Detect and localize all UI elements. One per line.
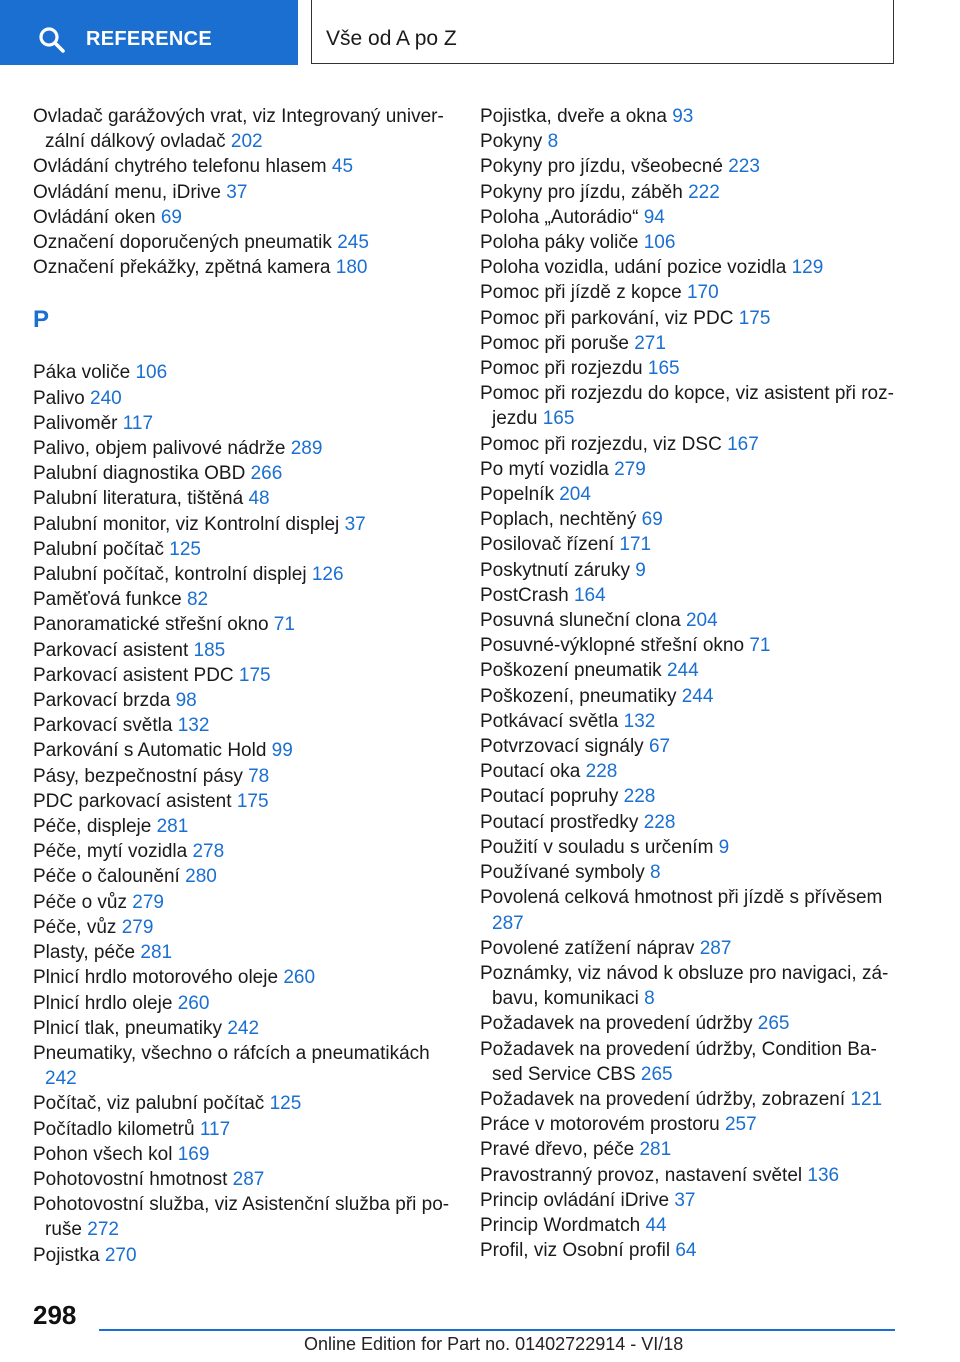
- index-entry-text: Pohotovostní služba, viz Asistenční služba při poruše: [33, 1194, 450, 1241]
- index-entry: [33, 612, 453, 637]
- page-link[interactable]: 67: [648, 736, 671, 758]
- index-entry: [480, 356, 900, 381]
- page-link[interactable]: 8: [547, 131, 559, 153]
- index-entry: [33, 587, 453, 612]
- page-link[interactable]: 37: [226, 181, 248, 203]
- index-entry: [480, 104, 900, 129]
- index-entry: [480, 129, 900, 154]
- page-link[interactable]: 37: [674, 1189, 696, 1211]
- index-entry: [33, 1142, 453, 1167]
- index-entry: [480, 583, 900, 608]
- index-entry: [33, 255, 453, 280]
- page-link[interactable]: 228: [643, 811, 676, 833]
- index-entry: [480, 784, 900, 809]
- page-link[interactable]: 175: [238, 664, 271, 686]
- index-entry: [33, 154, 453, 179]
- index-entry: [33, 864, 453, 889]
- index-entry: [33, 1117, 453, 1142]
- index-entry-text: Paměťová funkce: [33, 589, 182, 611]
- page-link[interactable]: 71: [749, 635, 771, 657]
- index-entry-text: Počítač, viz palubní počítač: [33, 1093, 265, 1115]
- index-entry: [33, 230, 453, 255]
- page-link[interactable]: 164: [573, 584, 606, 606]
- index-entry: [33, 915, 453, 940]
- index-entry-text: Pomoc při rozjezdu, viz DSC: [480, 433, 722, 455]
- index-entry-text: PDC parkovací asistent: [33, 790, 232, 812]
- page-link[interactable]: 99: [271, 740, 293, 762]
- page-link[interactable]: 279: [121, 916, 154, 938]
- page-link[interactable]: 45: [331, 156, 354, 178]
- index-entry: [480, 608, 900, 633]
- section-letter: P: [33, 306, 50, 334]
- index-entry-text: Parkovací světla: [33, 715, 173, 737]
- page-link[interactable]: 175: [738, 307, 771, 329]
- index-entry-text: Palubní počítač, kontrolní displej: [33, 564, 307, 586]
- page-link[interactable]: 106: [135, 362, 168, 384]
- index-entry: [33, 1016, 453, 1041]
- page-link[interactable]: 94: [643, 206, 665, 228]
- index-entry: [33, 1041, 453, 1091]
- page-link[interactable]: 244: [666, 660, 699, 682]
- index-entry-text: Princip ovládání iDrive: [480, 1189, 670, 1211]
- index-entry-text: Poškození, pneumatiky: [480, 685, 677, 707]
- index-entry: [33, 764, 453, 789]
- index-entry: [480, 1087, 900, 1112]
- index-entry: [33, 890, 453, 915]
- index-entry: [33, 965, 453, 990]
- page-link[interactable]: 167: [727, 433, 759, 455]
- page-link[interactable]: 78: [248, 765, 270, 787]
- page-link[interactable]: 228: [585, 761, 618, 783]
- index-entry-text: Palivo: [33, 387, 85, 409]
- index-entry-text: Pomoc při rozjezdu do kopce, viz asistent při rozjezdu: [480, 383, 894, 430]
- index-entry: [33, 1167, 453, 1192]
- index-entry: [480, 432, 900, 457]
- index-entry: [480, 1163, 900, 1188]
- index-entry-text: Pojistka: [33, 1244, 100, 1266]
- index-entry-text: Princip Wordmatch: [480, 1214, 641, 1236]
- index-entry: [480, 507, 900, 532]
- search-icon: [38, 26, 66, 54]
- index-entry-text: Péče o vůz: [33, 891, 127, 913]
- index-entry: [480, 381, 900, 431]
- page-link[interactable]: 204: [685, 610, 718, 632]
- page-link[interactable]: 278: [192, 841, 225, 863]
- page-link[interactable]: 287: [492, 912, 524, 934]
- index-entry: [480, 558, 900, 583]
- index-entry-text: Pneumatiky, všechno o ráfcích a pneumatikách: [33, 1042, 430, 1064]
- index-column-right: [480, 104, 900, 1263]
- index-entry: [33, 789, 453, 814]
- edition-text: Online Edition for Part no. 01402722914 - VI/18: [304, 1334, 684, 1354]
- index-entry-text: Pomoc při poruše: [480, 332, 629, 354]
- index-entry: [480, 658, 900, 683]
- index-entry-text: Péče o čalounění: [33, 866, 180, 888]
- page-number: 298: [33, 1300, 77, 1330]
- index-entry-text: Parkovací asistent: [33, 639, 189, 661]
- index-entry: [480, 936, 900, 961]
- index-entry: [33, 713, 453, 738]
- index-entry: [33, 940, 453, 965]
- index-entry: [33, 360, 453, 385]
- page-link[interactable]: 48: [248, 488, 270, 510]
- page-link[interactable]: 9: [635, 559, 646, 581]
- index-entry-text: Použití v souladu s určením: [480, 836, 714, 858]
- index-entry-text: Parkování s Automatic Hold: [33, 740, 267, 762]
- index-entry-text: Požadavek na provedení údržby: [480, 1013, 753, 1035]
- index-entry-text: Poskytnutí záruky: [480, 559, 630, 581]
- index-entry: [480, 1238, 900, 1263]
- index-entry: [480, 457, 900, 482]
- page-link[interactable]: 132: [177, 715, 210, 737]
- index-entry-text: Palubní počítač: [33, 538, 164, 560]
- index-entry-text: Poplach, nechtěný: [480, 509, 637, 531]
- page-link[interactable]: 202: [230, 131, 263, 153]
- index-entry-text: Ovládání chytrého telefonu hlasem: [33, 156, 327, 178]
- page-link[interactable]: 117: [199, 1118, 231, 1140]
- index-entry-text: Posilovač řízení: [480, 534, 615, 556]
- page-link[interactable]: 165: [647, 358, 680, 380]
- page-link[interactable]: 223: [728, 156, 760, 178]
- index-entry-text: Ovládání menu, iDrive: [33, 181, 221, 203]
- page-link[interactable]: 222: [688, 181, 720, 203]
- page-link[interactable]: 265: [757, 1013, 790, 1035]
- page-link[interactable]: 165: [542, 408, 575, 430]
- index-entry-text: Označení doporučených pneumatik: [33, 232, 332, 254]
- page-link[interactable]: 98: [175, 690, 197, 712]
- index-entry-text: Poloha „Autorádio“: [480, 206, 639, 228]
- index-entry: [33, 1192, 453, 1242]
- index-entry: [480, 709, 900, 734]
- page-link[interactable]: 136: [807, 1164, 840, 1186]
- index-entry-text: Palubní literatura, tištěná: [33, 488, 244, 510]
- page-link[interactable]: 125: [269, 1093, 302, 1115]
- index-entry-text: Posuvné-výklopné střešní okno: [480, 635, 745, 657]
- index-entry: [480, 759, 900, 784]
- page-link[interactable]: 125: [169, 538, 201, 560]
- page-link[interactable]: 244: [681, 685, 714, 707]
- page-link[interactable]: 117: [122, 412, 154, 434]
- index-entry: [480, 633, 900, 658]
- index-entry-text: Poloha páky voliče: [480, 232, 639, 254]
- index-entry-text: Ovladač garážových vrat, viz Integrovaný univerzální dálkový ovladač: [33, 106, 444, 153]
- index-entry: [480, 255, 900, 280]
- page-link[interactable]: 279: [132, 891, 164, 913]
- index-entry: [33, 386, 453, 411]
- index-entry: [33, 512, 453, 537]
- index-entry-text: Používané symboly: [480, 862, 645, 884]
- reference-tab-label: REFERENCE: [86, 28, 213, 50]
- index-entry: [480, 230, 900, 255]
- page-link[interactable]: 8: [644, 988, 655, 1010]
- index-entry-text: Péče, vůz: [33, 916, 117, 938]
- page-link[interactable]: 257: [724, 1114, 757, 1136]
- index-entry-text: Poznámky, viz návod k obsluze pro navigaci, zábavu, komunikaci: [480, 962, 889, 1010]
- index-entry: [33, 688, 453, 713]
- index-entry-text: Pokyny: [480, 131, 543, 153]
- index-entry: [480, 860, 900, 885]
- index-column-left: [33, 104, 453, 1268]
- page-link[interactable]: 281: [140, 942, 173, 964]
- index-entry-text: Pomoc při rozjezdu: [480, 358, 643, 380]
- index-entry: [33, 486, 453, 511]
- index-entry-text: Poutací oka: [480, 761, 581, 783]
- index-entry: [480, 835, 900, 860]
- index-entry-text: Plnicí tlak, pneumatiky: [33, 1017, 223, 1039]
- index-entry-text: Palivoměr: [33, 412, 118, 434]
- index-entry-text: Palivo, objem palivové nádrže: [33, 438, 286, 460]
- index-entry-text: Péče, displeje: [33, 816, 152, 838]
- index-entry-text: Plasty, péče: [33, 942, 136, 964]
- index-entry-text: Pravé dřevo, péče: [480, 1139, 635, 1161]
- index-entry-text: Po mytí vozidla: [480, 458, 609, 480]
- section-header: [311, 0, 894, 64]
- index-entry: [33, 104, 453, 154]
- index-entry-text: Páka voliče: [33, 362, 131, 384]
- index-entry: [33, 1091, 453, 1116]
- index-entry-text: Pojistka, dveře a okna: [480, 106, 667, 127]
- page-link[interactable]: 82: [186, 589, 209, 611]
- page-link[interactable]: 169: [177, 1143, 210, 1165]
- index-entry: [33, 562, 453, 587]
- index-entry: [33, 461, 453, 486]
- index-entry: [33, 839, 453, 864]
- index-entry: [33, 663, 453, 688]
- index-entry-text: Pomoc při jízdě z kopce: [480, 282, 682, 304]
- index-entry-text: Pravostranný provoz, nastavení světel: [480, 1164, 803, 1186]
- page-link[interactable]: 132: [623, 710, 656, 732]
- page-link[interactable]: 106: [643, 232, 676, 254]
- index-entry-text: Plnicí hrdlo oleje: [33, 992, 173, 1014]
- index-entry-text: Potkávací světla: [480, 710, 619, 732]
- reference-tab[interactable]: [0, 0, 298, 65]
- index-entry: [33, 180, 453, 205]
- index-entry-text: Poloha vozidla, udání pozice vozidla: [480, 257, 787, 279]
- page-link[interactable]: 37: [344, 513, 366, 535]
- page-link[interactable]: 265: [640, 1063, 673, 1085]
- page-link[interactable]: 281: [156, 816, 189, 838]
- index-entry: [33, 814, 453, 839]
- footer-divider: [99, 1329, 895, 1331]
- page-link[interactable]: 281: [639, 1139, 672, 1161]
- index-entry: [33, 436, 453, 461]
- page-link[interactable]: 272: [87, 1219, 119, 1241]
- page-link[interactable]: 204: [559, 484, 591, 506]
- page-link[interactable]: 8: [650, 862, 661, 884]
- page-link[interactable]: 170: [686, 282, 719, 304]
- index-entry: [33, 738, 453, 763]
- index-entry-text: Označení překážky, zpětná kamera: [33, 257, 331, 279]
- index-entry-text: Povolené zatížení náprav: [480, 937, 695, 959]
- index-entry-text: Parkovací asistent PDC: [33, 664, 234, 686]
- index-entry: [480, 482, 900, 507]
- index-entry-text: Parkovací brzda: [33, 690, 171, 712]
- index-entry: [480, 331, 900, 356]
- index-entry: [480, 1213, 900, 1238]
- index-entry-text: Plnicí hrdlo motorového oleje: [33, 967, 279, 989]
- page-link[interactable]: 64: [675, 1240, 697, 1262]
- page-link[interactable]: 260: [177, 992, 210, 1014]
- index-entry: [33, 537, 453, 562]
- page-link[interactable]: 270: [104, 1244, 137, 1266]
- index-entry: [480, 1011, 900, 1036]
- page-link[interactable]: 69: [160, 206, 182, 228]
- page-link[interactable]: 44: [645, 1214, 667, 1236]
- index-entry-text: PostCrash: [480, 584, 569, 606]
- index-entry-text: Pomoc při parkování, viz PDC: [480, 307, 734, 329]
- index-entry: [480, 810, 900, 835]
- index-entry-text: Pásy, bezpečnostní pásy: [33, 765, 243, 787]
- section-title: Vše od A po Z: [326, 27, 457, 50]
- page-link[interactable]: 289: [290, 438, 323, 460]
- page-link[interactable]: 260: [283, 967, 316, 989]
- index-entry-text: Ovládání oken: [33, 206, 156, 228]
- index-entry-text: Poutací popruhy: [480, 786, 619, 808]
- index-entry: [480, 734, 900, 759]
- page-link[interactable]: 121: [850, 1088, 883, 1110]
- page-link[interactable]: 175: [236, 790, 269, 812]
- index-entry-text: Pokyny pro jízdu, všeobecné: [480, 156, 723, 178]
- index-entry-text: Péče, mytí vozidla: [33, 841, 188, 863]
- index-entry: [480, 205, 900, 230]
- index-entry: [480, 180, 900, 205]
- index-entry-text: Práce v motorovém prostoru: [480, 1114, 720, 1136]
- page-link[interactable]: 71: [273, 614, 295, 636]
- page-link[interactable]: 245: [337, 232, 369, 254]
- index-entry: [33, 991, 453, 1016]
- index-entry-text: Pokyny pro jízdu, záběh: [480, 181, 683, 203]
- page-link[interactable]: 228: [623, 786, 656, 808]
- index-entry-text: Poškození pneumatik: [480, 660, 662, 682]
- index-entry-text: Popelník: [480, 484, 554, 506]
- page-link[interactable]: 126: [311, 564, 344, 586]
- page-link[interactable]: 279: [614, 458, 646, 480]
- index-entry: [480, 1188, 900, 1213]
- index-entry: [33, 205, 453, 230]
- index-entry-text: Pohon všech kol: [33, 1143, 173, 1165]
- page-link[interactable]: 129: [791, 257, 824, 279]
- index-entry-text: Potvrzovací signály: [480, 736, 644, 758]
- index-entry-text: Posuvná sluneční clona: [480, 610, 681, 632]
- index-entry-text: Počítadlo kilometrů: [33, 1118, 195, 1140]
- page-link[interactable]: 240: [90, 387, 122, 409]
- page-link[interactable]: 242: [45, 1068, 77, 1090]
- index-entry: [480, 885, 900, 935]
- page-link[interactable]: 280: [185, 866, 217, 888]
- index-entry: [33, 638, 453, 663]
- index-entry: [480, 1112, 900, 1137]
- index-entry: [480, 532, 900, 557]
- index-entry: [480, 306, 900, 331]
- index-entry-text: Poutací prostředky: [480, 811, 639, 833]
- index-entry-text: Požadavek na provedení údržby, Condition Based Service CBS: [480, 1038, 877, 1085]
- index-entry: [480, 154, 900, 179]
- index-entry-text: Panoramatické střešní okno: [33, 614, 269, 636]
- index-entry: [480, 1137, 900, 1162]
- index-entry: [480, 961, 900, 1011]
- page-link[interactable]: 180: [335, 257, 368, 279]
- index-entry-text: Povolená celková hmotnost při jízdě s přívěsem: [480, 887, 883, 909]
- page-link[interactable]: 69: [641, 509, 663, 531]
- page-link[interactable]: 271: [634, 332, 666, 354]
- index-entry: [480, 280, 900, 305]
- index-entry-text: Palubní diagnostika OBD: [33, 463, 246, 485]
- index-entry-text: Pohotovostní hmotnost: [33, 1168, 228, 1190]
- page-link[interactable]: 93: [672, 106, 694, 127]
- index-entry: [33, 1243, 453, 1268]
- index-entry: [480, 1037, 900, 1087]
- index-entry: [480, 684, 900, 709]
- page-link[interactable]: 185: [193, 639, 226, 661]
- index-entry-text: Profil, viz Osobní profil: [480, 1240, 671, 1262]
- index-entry-text: Palubní monitor, viz Kontrolní displej: [33, 513, 340, 535]
- index-entry: [33, 411, 453, 436]
- page-link[interactable]: 287: [699, 937, 732, 959]
- page-link[interactable]: 242: [227, 1017, 260, 1039]
- page-link[interactable]: 171: [619, 534, 652, 556]
- index-entry-text: Požadavek na provedení údržby, zobrazení: [480, 1088, 846, 1110]
- page-link[interactable]: 287: [232, 1168, 265, 1190]
- page-link[interactable]: 9: [718, 836, 730, 858]
- page-link[interactable]: 266: [250, 463, 283, 485]
